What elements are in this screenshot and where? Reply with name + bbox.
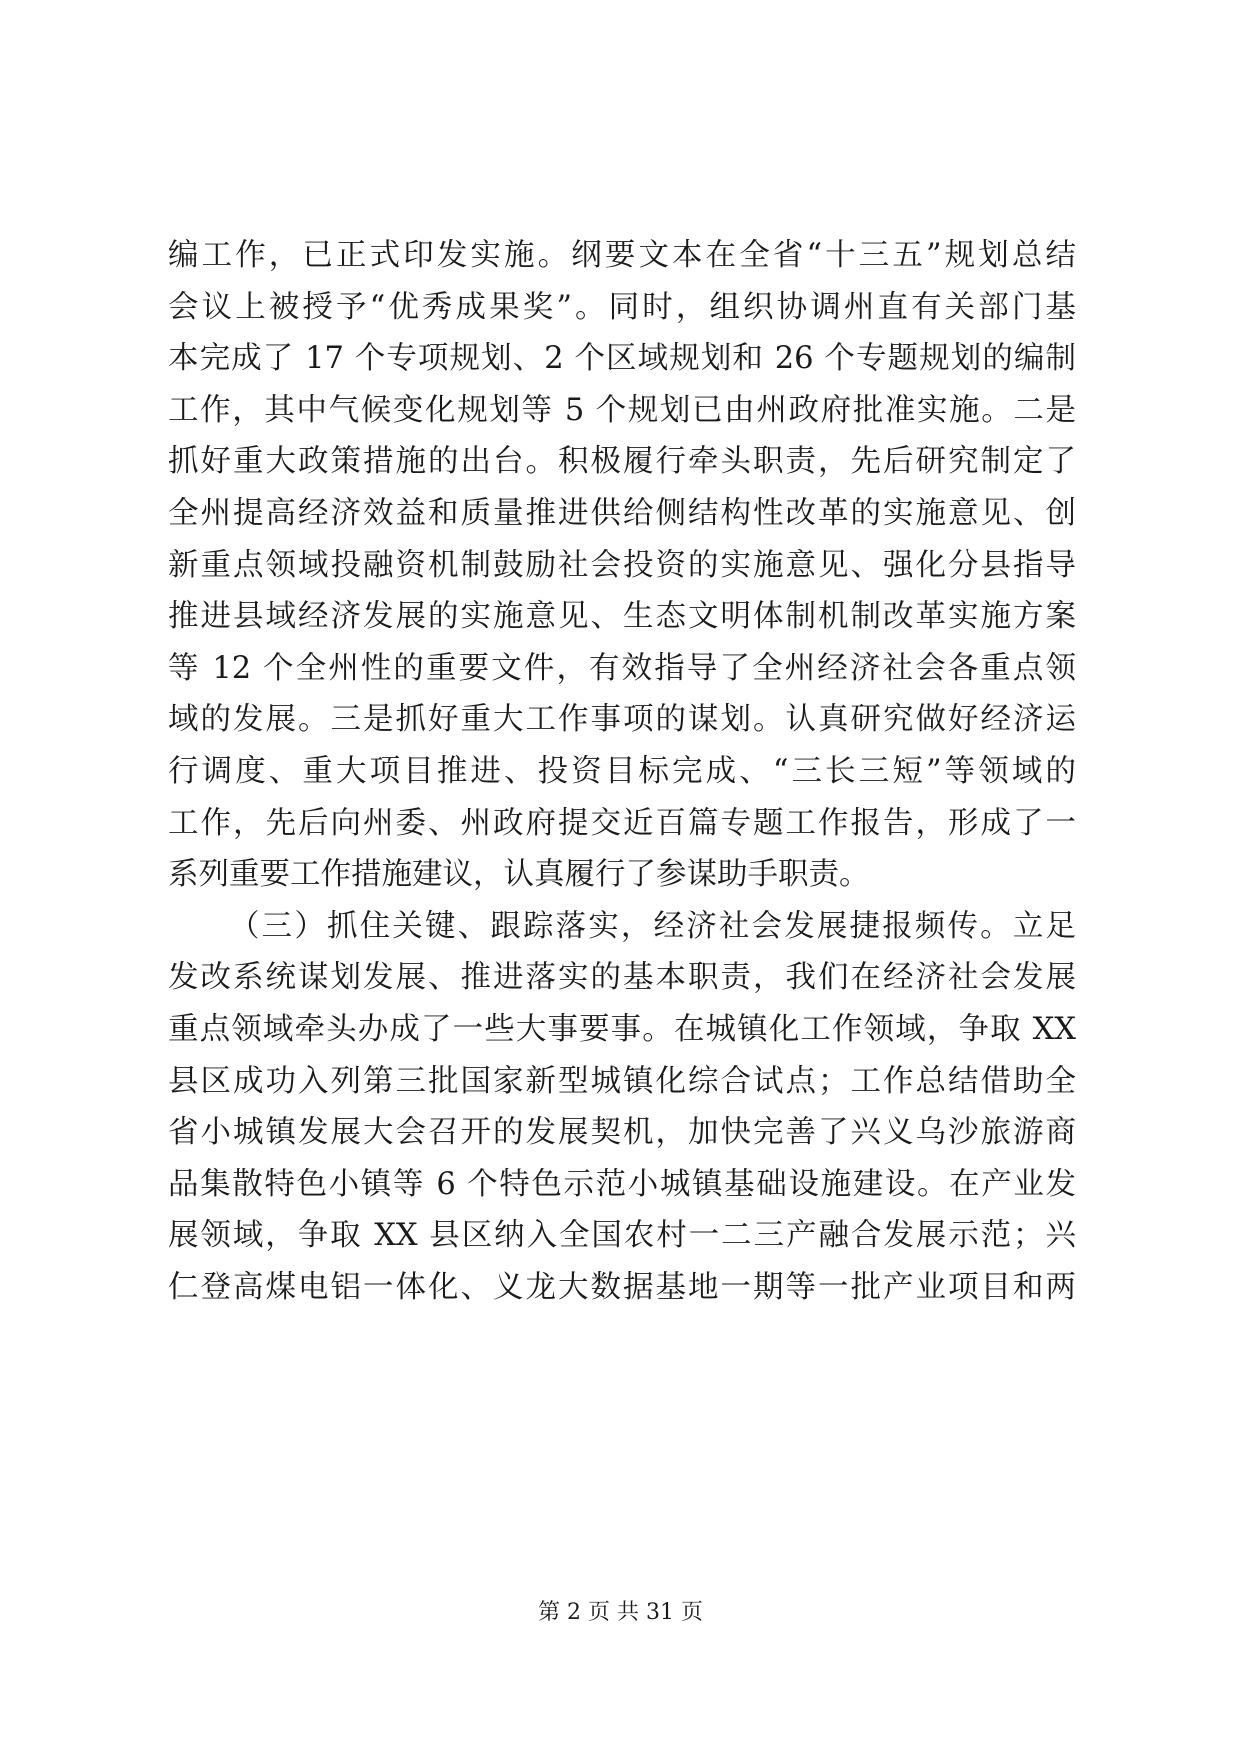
text-line: 重点领域牵头办成了一些大事要事。在城镇化工作领域，争取 XX <box>168 1011 1076 1047</box>
body-text <box>168 230 1076 1313</box>
text-line: 推进县域经济发展的实施意见、生态文明体制机制改革实施方案 <box>168 599 1076 635</box>
text-line: 品集散特色小镇等 6 个特色示范小城镇基础设施建设。在产业发 <box>168 1166 1076 1202</box>
text-line: 系列重要工作措施建议，认真履行了参谋助手职责。 <box>168 857 870 893</box>
text-line: 新重点领域投融资机制鼓励社会投资的实施意见、强化分县指导 <box>168 547 1076 583</box>
text-line: 仁登高煤电铝一体化、义龙大数据基地一期等一批产业项目和两 <box>168 1269 1076 1305</box>
text-line: 工作，其中气候变化规划等 5 个规划已由州政府批准实施。二是 <box>168 392 1076 428</box>
text-line: 工作，先后向州委、州政府提交近百篇专题工作报告，形成了一 <box>168 805 1076 841</box>
text-line: 行调度、重大项目推进、投资目标完成、“三长三短”等领域的 <box>168 753 1076 789</box>
text-line: 抓好重大政策措施的出台。积极履行牵头职责，先后研究制定了 <box>168 444 1076 480</box>
text-line: 省小城镇发展大会召开的发展契机，加快完善了兴义乌沙旅游商 <box>168 1115 1076 1151</box>
text-line: 编工作，已正式印发实施。纲要文本在全省“十三五”规划总结 <box>168 238 1076 273</box>
text-line: 县区成功入列第三批国家新型城镇化综合试点；工作总结借助全 <box>168 1063 1076 1099</box>
page-number-footer: 第 2 页 共 31 页 <box>538 1600 703 1625</box>
text-line: 全州提高经济效益和质量推进供给侧结构性改革的实施意见、创 <box>168 495 1076 531</box>
paragraph-heading-line: （三）抓住关键、跟踪落实，经济社会发展捷报频传。立足 <box>229 908 1076 944</box>
text-line: 会议上被授予“优秀成果奖”。同时，组织协调州直有关部门基 <box>168 289 1076 325</box>
text-line: 本完成了 17 个专项规划、2 个区域规划和 26 个专题规划的编制 <box>168 341 1076 377</box>
text-line: 发改系统谋划发展、推进落实的基本职责，我们在经济社会发展 <box>168 960 1076 996</box>
text-line: 域的发展。三是抓好重大工作事项的谋划。认真研究做好经济运 <box>168 702 1076 738</box>
text-line: 展领域，争取 XX 县区纳入全国农村一二三产融合发展示范；兴 <box>168 1218 1076 1254</box>
text-line: 等 12 个全州性的重要文件，有效指导了全州经济社会各重点领 <box>168 650 1076 686</box>
